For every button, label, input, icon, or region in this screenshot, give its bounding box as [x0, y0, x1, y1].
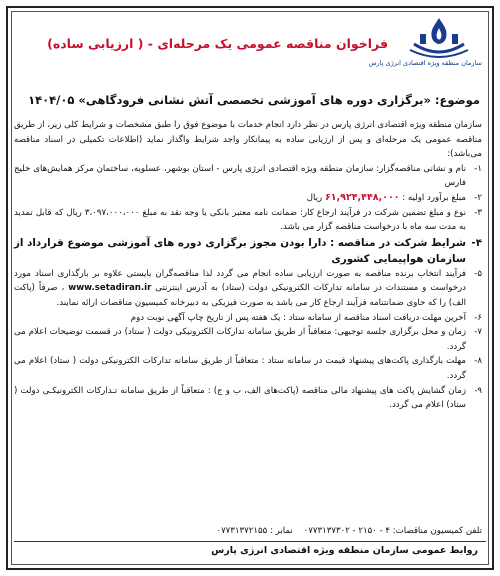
- fax-label: نمابر :: [269, 526, 293, 536]
- list-item: [14, 267, 482, 311]
- item-number: ۲-: [474, 192, 482, 203]
- item-number: ۸-: [474, 356, 482, 367]
- item-text: نوع و مبلغ تضمین شرکت در فرآیند ارجاع کار: ضمانت نامه معتبر بانکی یا وجه نقد به مبلغ ۳،۰۹۷،۰۰۰،۰۰۰ ریال که قابل تمدید به مدت سه ماه با درخواست مناقصه گزار می باشد.: [14, 207, 466, 233]
- call-title: فراخوان مناقصه عمومی یک مرحله‌ای - ( ارزیابی ساده): [47, 36, 388, 51]
- item-text-continued: ، صرفاً (پاکت الف) را که حاوی ضمانتنامه فرآیند ارجاع کار می باشد به صورت فیزیکی به دبیرخانه کمیسیون مناقصات ارائه نمایند.: [14, 283, 466, 308]
- logo-organization-name: سازمان منطقه ویژه اقتصادی انرژی پارس: [368, 59, 482, 67]
- list-item: [14, 206, 482, 235]
- item-text: زمان و محل برگزاری جلسه توجیهی: متعاقباً از طریق سامانه تدارکات الکترونیکی دولت ( ستاد) در قسمت توضیحات اعلام می گردد.: [14, 327, 466, 352]
- currency-unit: ریال: [306, 192, 323, 203]
- item-text: مهلت بارگذاری پاکت‌های پیشنهاد قیمت در سامانه ستاد : متعاقباً از طریق سامانه تدارکات الکترونیکی دولت ( ستاد) اعلام می گردد.: [14, 356, 466, 381]
- phone-label: تلفن کمیسیون مناقصات:: [392, 526, 482, 536]
- item-label: مبلغ برآورد اولیه :: [402, 192, 466, 203]
- fax-number: ۰۷۷۳۱۳۷۲۱۵۵: [216, 526, 268, 536]
- public-relations-signature: روابط عمومی سازمان منطقه ویژه اقتصادی انرژی پارس: [211, 545, 478, 556]
- item-number: ۱-: [474, 163, 482, 174]
- list-item: [14, 162, 482, 191]
- footer-divider: [14, 541, 486, 542]
- item-text: زمان گشایش پاکت های پیشنهاد مالی مناقصه (پاکت‌های الف، ب و ج) : متعاقباً از طریق سامانه تـدارکات الکترونیکـی دولت ( ستاد) اعلام می گردد.: [14, 385, 466, 411]
- list-item: [14, 325, 482, 354]
- phone-number: ۰۷۷۳۱۳۷۳۰۲ - ۲۱۵۰ - ۴: [303, 526, 391, 536]
- item-text: نام و نشانی مناقصه‌گزار: سازمان منطقه ویژه اقتصادی انرژی پارس - استان بوشهر، عسلویه، ساختمان مرکز همایش‌های خلیج فارس: [14, 163, 466, 189]
- estimated-amount: ۶۱,۹۲۴,۴۴۸,۰۰۰: [324, 191, 400, 203]
- item-number: ۶-: [474, 312, 482, 323]
- item-text: شرایط شرکت در مناقصه : دارا بودن مجوز برگزاری دوره های آموزشی موضوع قرارداد از سازمان هواپیمایی کشوری: [14, 236, 466, 265]
- item-text: فرآیند انتخاب برنده مناقصه به صورت ارزیابی ساده انجام می گردد لذا مناقصه‌گران بایستی علاوه بر بارگذاری اسناد مورد درخواست و مستندات در سامانه تدارکات الکترونیکی دولت (ستاد) به آدرس اینترنتی: [14, 268, 466, 294]
- list-item: [14, 235, 482, 267]
- item-number: ۵-: [474, 268, 482, 279]
- website-link[interactable]: www.setadiran.ir: [68, 283, 152, 294]
- notice-body: [14, 118, 482, 413]
- list-item: [14, 311, 482, 326]
- list-item: [14, 384, 482, 413]
- subject-heading: موضوع: «برگزاری دوره های آموزشی تخصصی آتش نشانی فرودگاهی» ۱۴۰۴/۰۵: [28, 93, 480, 107]
- item-number: ۳-: [474, 207, 482, 218]
- list-item: [14, 354, 482, 383]
- item-text: آخرین مهلت دریافت اسناد مناقصه از سامانه ستاد : یک هفته پس از تاریخ چاپ آگهی نوبت دوم: [130, 312, 466, 323]
- contact-line: [216, 526, 482, 536]
- list-item: [14, 191, 482, 206]
- organization-logo: [368, 14, 482, 72]
- item-number: ۷-: [474, 327, 482, 338]
- flame-emblem-icon: [404, 14, 474, 58]
- item-number: ۴-: [471, 236, 482, 249]
- intro-paragraph: سازمان منطقه ویژه اقتصادی انرژی پارس در نظر دارد انجام خدمات با موضوع فوق را طبق مشخصات و شرایط کلی زیر، از طریق مناقصه عمومی یک مرحله‌ای و پس از ارزیابی ساده به پیمانکار واجد شرایط واگذار نماید (اطلاعات تکمیلی در اسناد مناقصه می‌باشد):: [14, 120, 482, 160]
- item-number: ۹-: [474, 385, 482, 396]
